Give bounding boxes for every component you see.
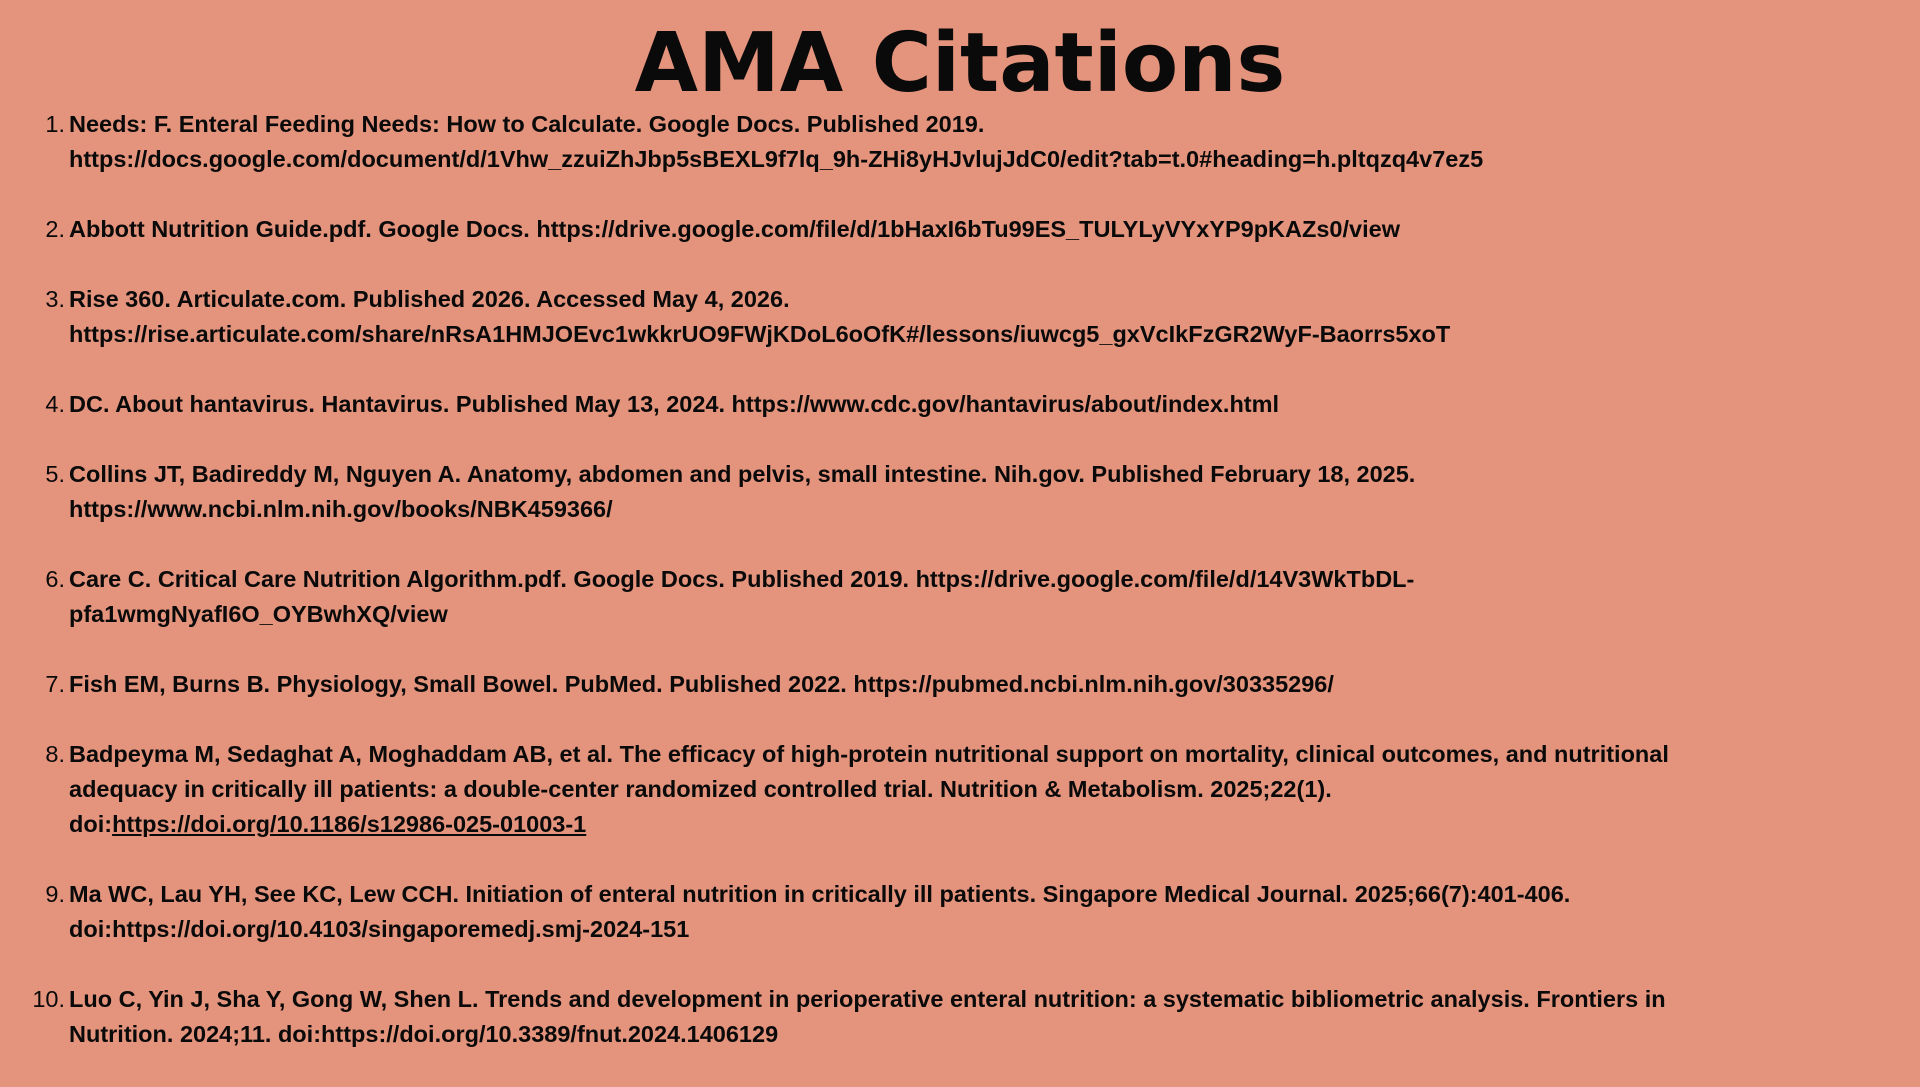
citation-number: 8. bbox=[45, 741, 65, 767]
citation-item-6 bbox=[0, 562, 1880, 632]
citation-item-8 bbox=[0, 737, 1880, 842]
citation-number: 3. bbox=[45, 286, 65, 312]
citation-item-9 bbox=[0, 877, 1880, 947]
page-title: AMA Citations bbox=[634, 16, 1286, 111]
doi-prefix: doi: bbox=[69, 811, 113, 837]
citation-url: https://docs.google.com/document/d/1Vhw_zzuiZhJbp5sBEXL9f7lq_9h-ZHi8yHJvlujJdC0/edit?tab=t.0#heading=h.pltqzq4v7ez5 bbox=[69, 146, 1484, 172]
citation-text: adequacy in critically ill patients: a double-center randomized controlled trial. Nutrition & Metabolism. 2025;22(1). bbox=[69, 776, 1332, 802]
doi-link[interactable]: https://doi.org/10.1186/s12986-025-01003-1 bbox=[112, 811, 587, 837]
citation-number: 4. bbox=[45, 391, 65, 417]
citation-item-3 bbox=[0, 282, 1880, 352]
citation-url: Nutrition. 2024;11. doi:https://doi.org/10.3389/fnut.2024.1406129 bbox=[69, 1021, 779, 1047]
citation-item-5 bbox=[0, 457, 1880, 527]
citation-text: Ma WC, Lau YH, See KC, Lew CCH. Initiation of enteral nutrition in critically ill patients. Singapore Medical Journal. 2025;66(7):401-406. bbox=[69, 881, 1571, 907]
citation-text: Luo C, Yin J, Sha Y, Gong W, Shen L. Trends and development in perioperative enteral nutrition: a systematic bibliometric analysis. Frontiers in bbox=[69, 986, 1666, 1012]
citation-number: 1. bbox=[45, 111, 65, 137]
citation-text: Rise 360. Articulate.com. Published 2026. Accessed May 4, 2026. bbox=[69, 286, 790, 312]
citation-text: DC. About hantavirus. Hantavirus. Published May 13, 2024. https://www.cdc.gov/hantavirus/about/index.html bbox=[69, 391, 1280, 417]
citation-url: https://rise.articulate.com/share/nRsA1HMJOEvc1wkkrUO9FWjKDoL6oOfK#/lessons/iuwcg5_gxVcIkFzGR2WyF-Baorrs5xoT bbox=[69, 321, 1451, 347]
citation-text: Abbott Nutrition Guide.pdf. Google Docs. https://drive.google.com/file/d/1bHaxI6bTu99ES_TULYLyVYxYP9pKAZs0/view bbox=[69, 216, 1400, 242]
citation-text: Badpeyma M, Sedaghat A, Moghaddam AB, et al. The efficacy of high-protein nutritional support on mortality, clinical outcomes, and nutritional bbox=[69, 741, 1669, 767]
citation-item-2 bbox=[0, 212, 1880, 247]
citation-text: Collins JT, Badireddy M, Nguyen A. Anatomy, abdomen and pelvis, small intestine. Nih.gov. Published February 18, 2025. bbox=[69, 461, 1416, 487]
citation-number: 5. bbox=[45, 461, 65, 487]
citation-number: 10. bbox=[32, 986, 65, 1012]
citation-list bbox=[0, 107, 1880, 1087]
citation-item-1 bbox=[0, 107, 1880, 177]
citation-doi-line bbox=[69, 807, 1880, 842]
citation-number: 2. bbox=[45, 216, 65, 242]
citation-item-10 bbox=[0, 982, 1880, 1052]
citation-text: Needs: F. Enteral Feeding Needs: How to Calculate. Google Docs. Published 2019. bbox=[69, 111, 985, 137]
citation-item-7 bbox=[0, 667, 1880, 702]
citation-url: https://www.ncbi.nlm.nih.gov/books/NBK459366/ bbox=[69, 496, 613, 522]
citation-url: pfa1wmgNyafI6O_OYBwhXQ/view bbox=[69, 601, 448, 627]
citation-url: doi:https://doi.org/10.4103/singaporemedj.smj-2024-151 bbox=[69, 916, 690, 942]
citation-text: Fish EM, Burns B. Physiology, Small Bowel. PubMed. Published 2022. https://pubmed.ncbi.nlm.nih.gov/30335296/ bbox=[69, 671, 1334, 697]
citation-number: 9. bbox=[45, 881, 65, 907]
citation-text: Care C. Critical Care Nutrition Algorithm.pdf. Google Docs. Published 2019. https://drive.google.com/file/d/14V3WkTbDL- bbox=[69, 566, 1415, 592]
citation-item-4 bbox=[0, 387, 1880, 422]
citation-number: 6. bbox=[45, 566, 65, 592]
citation-number: 7. bbox=[45, 671, 65, 697]
